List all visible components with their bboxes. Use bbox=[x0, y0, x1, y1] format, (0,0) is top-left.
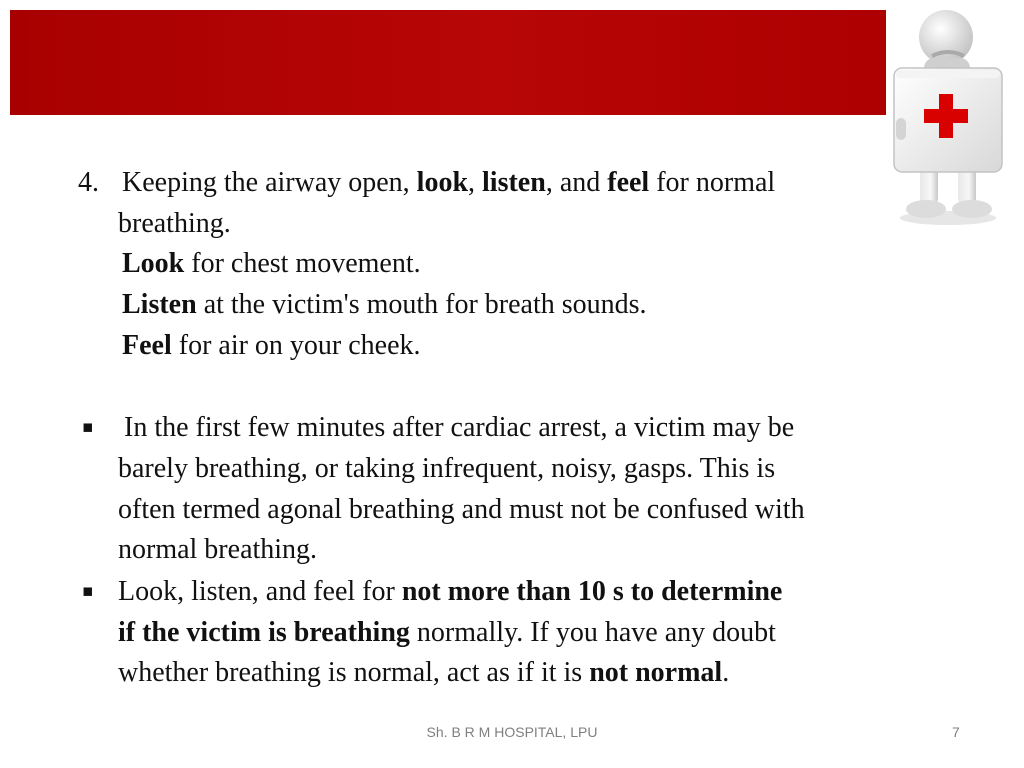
title-banner bbox=[10, 10, 886, 115]
step-4-line: 4. Keeping the airway open, look, listen, and feel for normal bbox=[78, 163, 978, 204]
bullet-2-line-3: whether breathing is normal, act as if it is not normal. bbox=[118, 657, 730, 689]
bullet-1-line-1: ▪ In the first few minutes after cardiac arrest, a victim may be bbox=[78, 407, 978, 449]
bullet-marker: ▪ bbox=[82, 417, 94, 438]
bullet-2-line-2: if the victim is breathing normally. If you have any doubt bbox=[118, 616, 776, 648]
bullet-1-line-2: barely breathing, or taking infrequent, noisy, gasps. This is bbox=[118, 452, 776, 484]
bullet-2-line-1: ▪ Look, listen, and feel for not more than 10 s to determine bbox=[78, 571, 978, 613]
sub-item-listen: Listen at the victim's mouth for breath sounds. bbox=[122, 289, 647, 321]
sub-item-feel: Feel for air on your cheek. bbox=[122, 329, 421, 361]
slide-body bbox=[78, 163, 978, 694]
keyword-look: look bbox=[416, 167, 469, 198]
keyword-feel: feel bbox=[607, 167, 650, 198]
footer-text: Sh. B R M HOSPITAL, LPU bbox=[426, 724, 598, 740]
step-number: 4. bbox=[78, 167, 99, 198]
paragraph-gap bbox=[78, 367, 978, 408]
keyword-listen: listen bbox=[482, 167, 546, 198]
sub-item-look: Look for chest movement. bbox=[122, 248, 421, 280]
step-4-continuation: breathing. bbox=[118, 207, 231, 239]
bullet-1-line-4: normal breathing. bbox=[118, 534, 318, 566]
bullet-marker: ▪ bbox=[82, 581, 94, 602]
bullet-1-line-3: often termed agonal breathing and must not be confused with bbox=[118, 493, 805, 525]
page-number: 7 bbox=[952, 724, 960, 740]
